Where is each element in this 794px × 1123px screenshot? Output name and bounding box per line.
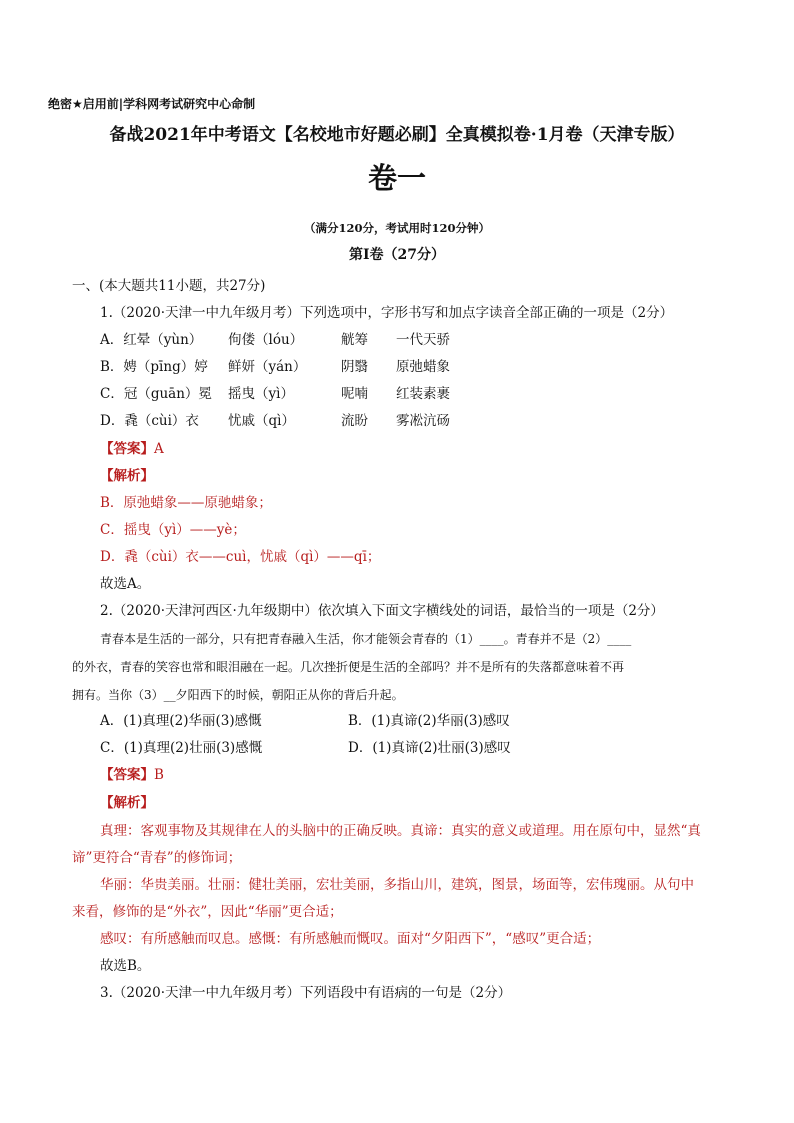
q2-option-b: B．(1)真谛(2)华丽(3)感叹 [348, 713, 510, 729]
q2-option-a: A．(1)真理(2)华丽(3)感慨 [100, 713, 262, 729]
q2-stem: 2.（2020·天津河西区·九年级期中）依次填入下面文字横线处的词语，最恰当的一项是（2分） [100, 603, 664, 619]
q2-analysis-label: 【解析】 [100, 795, 154, 811]
q2-analysis-line: 感叹：有所感触而叹息。感慨：有所感触而慨叹。面对“夕阳西下”，“感叹”更合适； [100, 931, 601, 947]
q1-analysis-label: 【解析】 [100, 468, 154, 484]
q1-conclusion: 故选A。 [100, 576, 151, 592]
q1-option-a [100, 331, 450, 349]
q2-passage-line: 拥有。当你（3）__夕阳西下的时候，朝阳正从你的背后升起。 [72, 688, 404, 702]
score-time-note: （满分120分，考试用时120分钟） [303, 221, 490, 235]
q2-analysis-line: 谛”更符合“青春”的修饰词； [72, 850, 242, 866]
q1-analysis-line: B．原弛蜡象——原驰蜡象； [100, 495, 272, 511]
q2-analysis-line: 华丽：华贵美丽。壮丽：健壮美丽，宏壮美丽，多指山川，建筑，图景，场面等，宏伟瑰丽。从句中 [100, 877, 694, 893]
q1-b-4: 原弛蜡象 [396, 359, 450, 375]
q1-option-c [100, 385, 450, 403]
q1-a-1: A．红晕（yùn） [100, 332, 203, 348]
q2-option-d: D．(1)真谛(2)壮丽(3)感叹 [348, 740, 511, 756]
q2-answer-label: 【答案】 [100, 767, 154, 783]
paper-title: 备战2021年中考语文【名校地市好题必刷】全真模拟卷·1月卷（天津专版） [109, 125, 685, 145]
q1-d-4: 雾凇沆砀 [396, 413, 450, 429]
q1-d-1: D．毳（cùi）衣 [100, 413, 199, 429]
q1-b-1: B．娉（pīng）婷 [100, 359, 208, 375]
q1-analysis-line: C．摇曳（yì）——yè； [100, 522, 246, 538]
section-heading: 第Ⅰ卷（27分） [348, 247, 446, 263]
part-heading: 一、(本大题共11小题，共27分) [72, 278, 266, 294]
q2-answer [100, 766, 164, 784]
q2-answer-value: B [154, 767, 164, 783]
confidential-label: 绝密★启用前|学科网考试研究中心命制 [48, 97, 256, 111]
q1-c-4: 红装素裹 [396, 386, 450, 402]
q1-a-4: 一代天骄 [396, 332, 450, 348]
q2-conclusion: 故选B。 [100, 958, 151, 974]
q1-d-2: 忧戚（qì） [228, 413, 295, 429]
q1-b-3: 阴翳 [341, 359, 368, 375]
q3-stem: 3.（2020·天津一中九年级月考）下列语段中有语病的一句是（2分） [100, 985, 512, 1001]
q1-b-2: 鲜妍（yán） [228, 359, 307, 375]
q1-option-b [100, 358, 450, 376]
q1-answer-value: A [154, 441, 164, 457]
q2-passage-line: 青春本是生活的一部分，只有把青春融入生活，你才能领会青春的（1）____。青春并不是（2）____ [100, 632, 632, 646]
q2-option-c: C．(1)真理(2)壮丽(3)感慨 [100, 740, 263, 756]
q1-answer [100, 440, 164, 458]
q2-analysis-line: 真理：客观事物及其规律在人的头脑中的正确反映。真谛：真实的意义或道理。用在原句中，显然“真 [100, 823, 701, 839]
q1-option-d [100, 412, 450, 430]
q1-c-1: C．冠（guān）冕 [100, 386, 212, 402]
q1-stem: 1.（2020·天津一中九年级月考）下列选项中，字形书写和加点字读音全部正确的一项是（2分） [100, 305, 674, 321]
q1-a-3: 觥筹 [341, 332, 368, 348]
q1-c-3: 呢喃 [341, 386, 368, 402]
q1-d-3: 流盼 [341, 413, 368, 429]
q1-analysis-line: D．毳（cùi）衣——cuì，忧戚（qì）——qī； [100, 549, 381, 565]
q2-analysis-line: 来看，修饰的是“外衣”，因此“华丽”更合适； [72, 904, 343, 920]
volume-title: 卷一 [367, 161, 426, 195]
q1-a-2: 佝偻（lóu） [228, 332, 304, 348]
q2-passage-line: 的外衣，青春的笑容也常和眼泪融在一起。几次挫折便是生活的全部吗？并不是所有的失落都意味着不再 [72, 660, 625, 674]
q1-answer-label: 【答案】 [100, 441, 154, 457]
q1-c-2: 摇曳（yì） [228, 386, 294, 402]
